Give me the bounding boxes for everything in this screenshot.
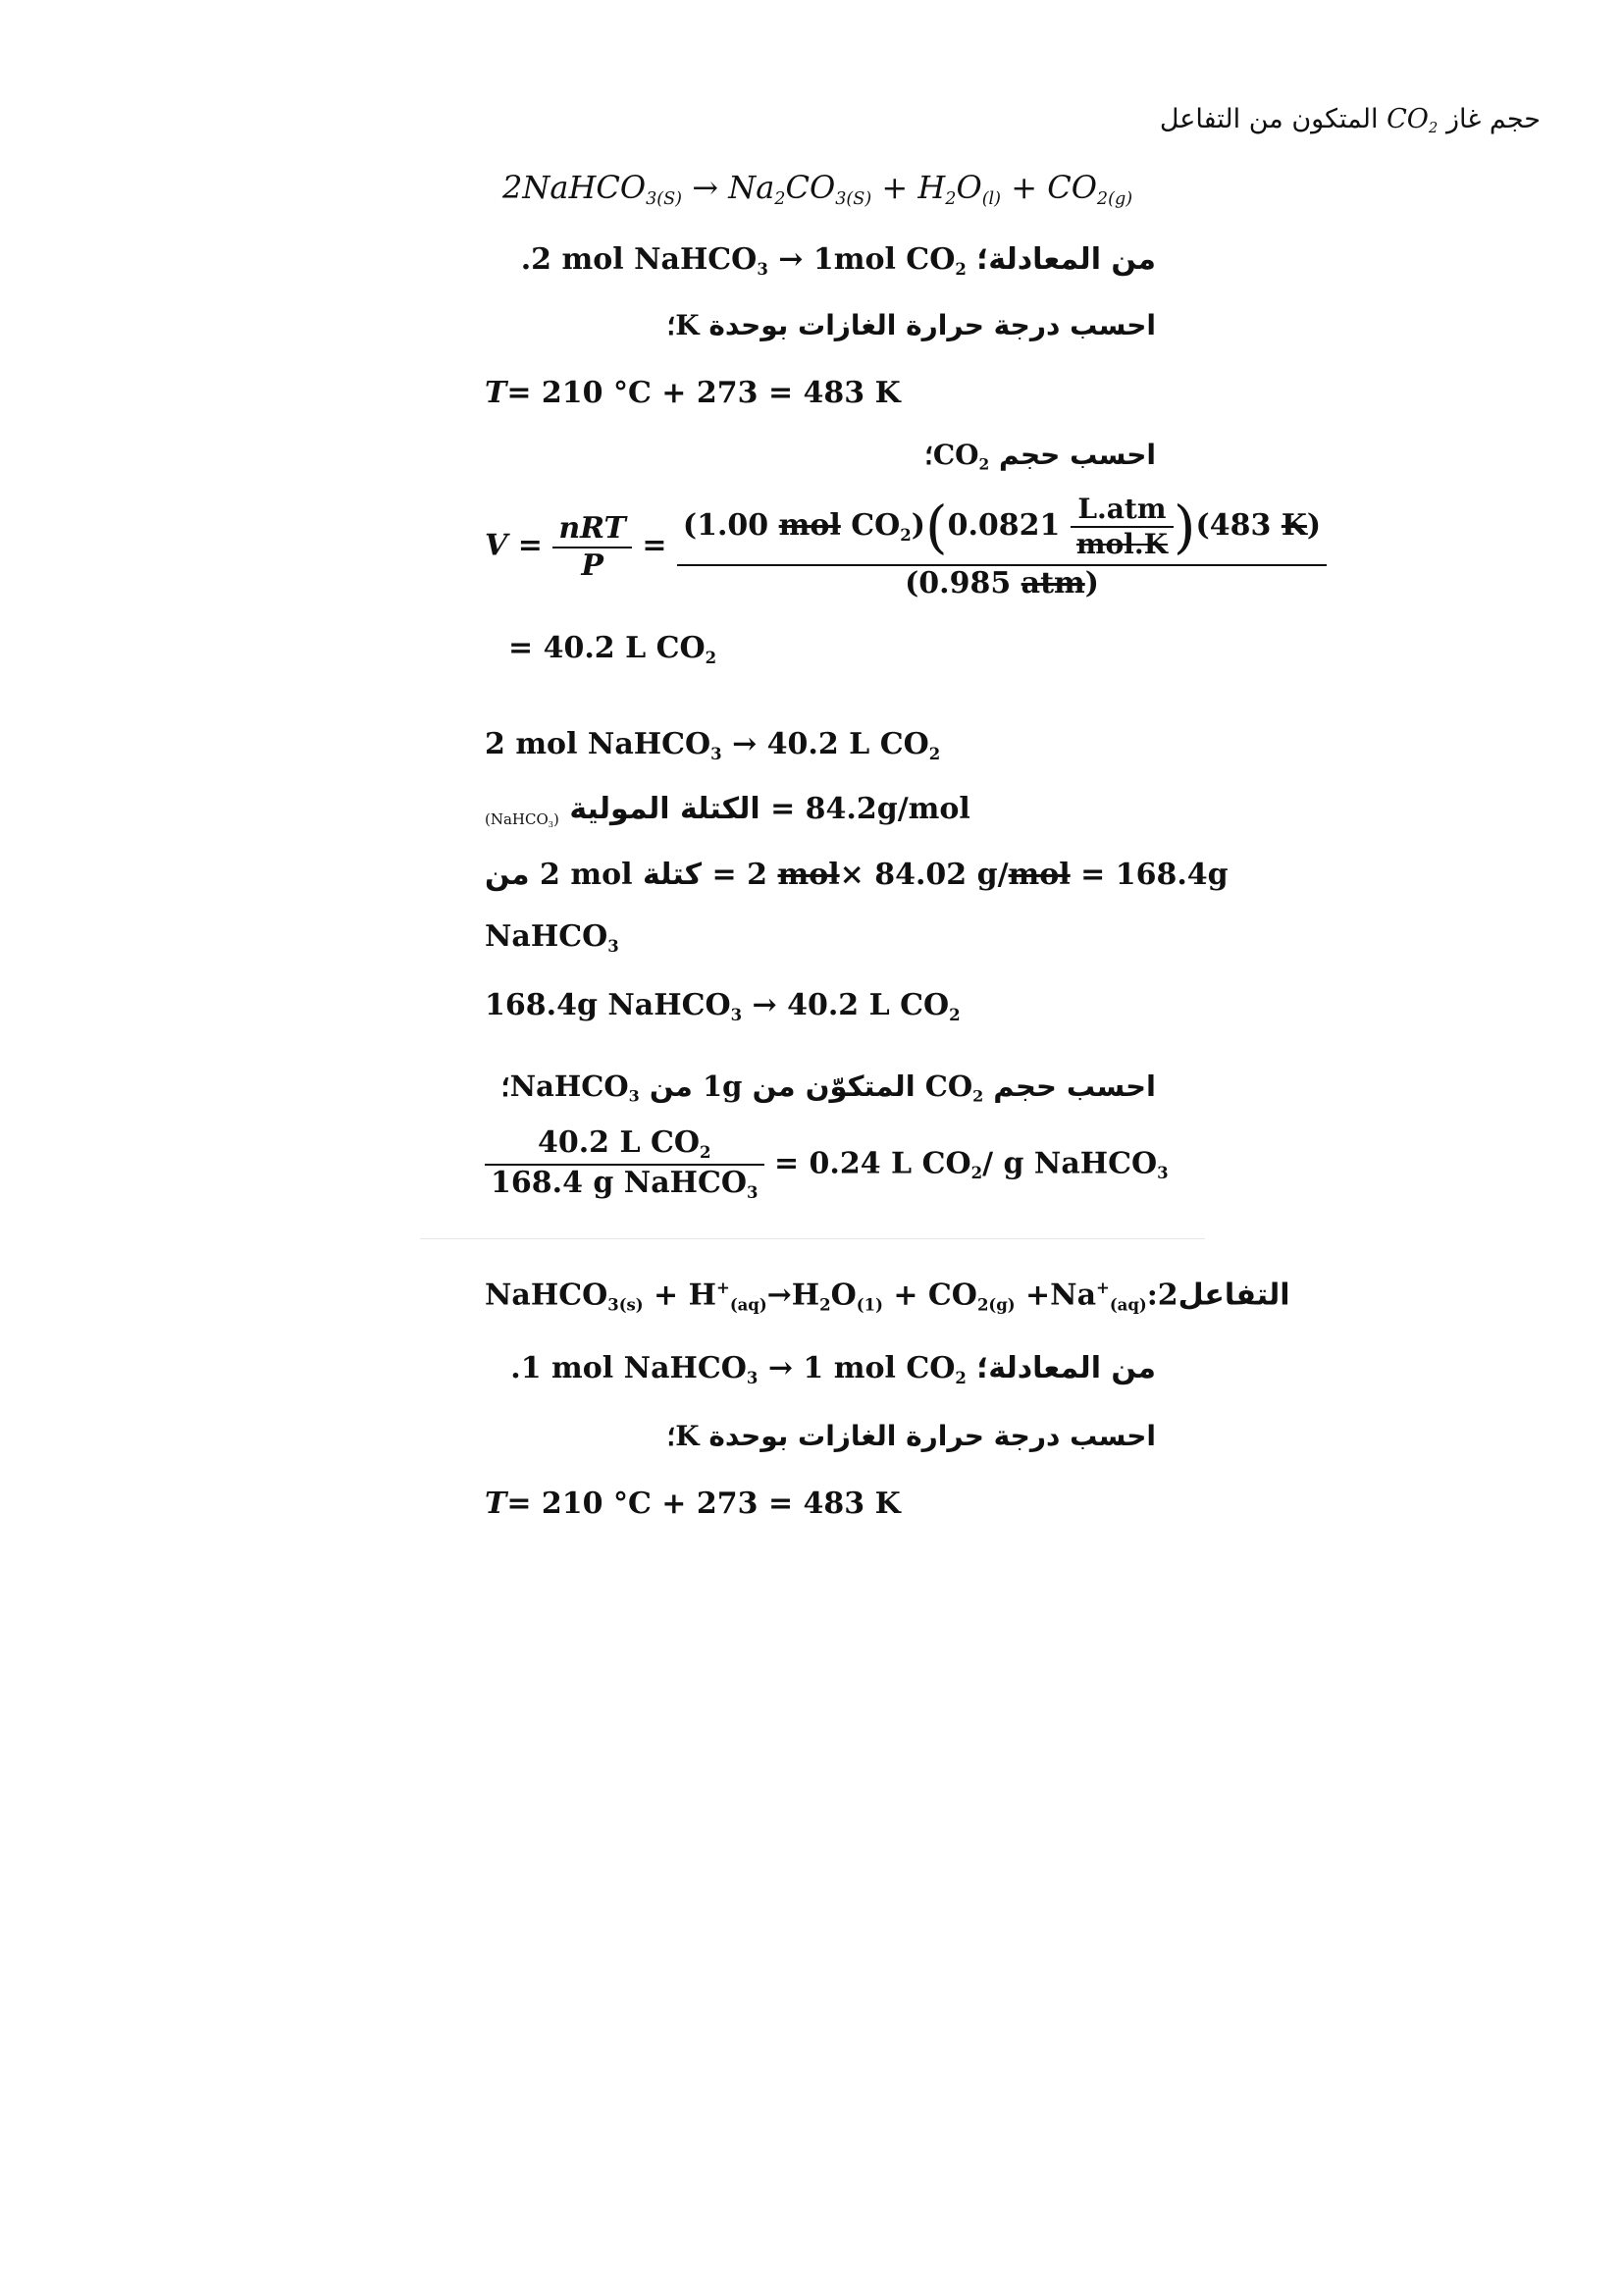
page-title [1160, 106, 1541, 135]
per-gram-instruction: احسب حجم $CO_2$ المتكوّن من 1g من NaHCO$_3$؛ [500, 1070, 1156, 1106]
nrt-over-p: $\frac{\text{nRT}}{P}$ [552, 514, 632, 581]
volume-result: = 40.2 L $CO_2$ [508, 631, 717, 667]
mole-ratio-1: من المعادلة؛ .2 mol NaHCO$_3$ → 1mol $CO_2$ [520, 242, 1156, 279]
volume-instruction: احسب حجم $CO_2؛$ [923, 439, 1156, 474]
temperature-instruction-1: احسب درجة حرارة الغازات بوحدة K؛ [666, 309, 1156, 341]
mol-to-volume-relation: 2 mol NaHCO$_3$ → 40.2 L $CO_2$ [485, 727, 941, 763]
mass-calculation: من 2 mol كتلة = 2 mol× 84.02 g/mol = 168.4g [485, 858, 1229, 892]
title-part1: حجم غاز [1445, 104, 1541, 134]
temperature-calc-1: T= 210 °C + 273 = 483 K [485, 376, 901, 410]
temperature-calc-2: T= 210 °C + 273 = 483 K [485, 1487, 901, 1521]
ideal-gas-equation: V = $\frac{\text{nRT}}{P}$ = (1.00 mol $CO_2)(0.0821$ $\frac{\text{L.atm}}{\text{mol.K}}$ )(483 K) (0.985 atm) [485, 496, 1327, 599]
section-divider [420, 1238, 1205, 1239]
temperature-instruction-2: احسب درجة حرارة الغازات بوحدة K؛ [666, 1420, 1156, 1452]
molar-mass-line: $_{(NaHCO_3)}$ الكتلة المولية = 84.2g/mol [485, 792, 970, 829]
substitution-fraction: (1.00 mol $CO_2)(0.0821$ $\frac{\text{L.atm}}{\text{mol.K}}$ )(483 K) (0.985 atm) [677, 496, 1327, 599]
title-formula: $CO_2$ [1387, 104, 1439, 137]
per-gram-fraction: $\frac{40.2 L CO_2}{168.4 g NaHCO_3}$ = 0.24 L $CO_2/$ g NaHCO$_3$ [485, 1128, 1169, 1202]
mass-compound: NaHCO$_3$ [485, 919, 619, 956]
mole-ratio-2: من المعادلة؛ .1 mol NaHCO$_3$ → 1 mol $CO_2$ [510, 1351, 1156, 1387]
mass-to-volume-relation: 168.4g NaHCO$_3$ → 40.2 L $CO_2$ [485, 988, 961, 1024]
reaction-equation-2: NaHCO$_{3(s)}$ + $H^+_{(aq)}\to H_2O_{(1)} + CO_{2(g)}$ $+Na^+_{(aq)}:2التفاعل$ [485, 1278, 1290, 1315]
reaction-equation-1: 2NaHCO$_{3(S)}$ → $Na_2CO_{3(S)} + H_2O_{(l)} + CO_{2(g)}$ [502, 169, 1133, 210]
title-part2: المتكون من التفاعل [1159, 104, 1379, 134]
